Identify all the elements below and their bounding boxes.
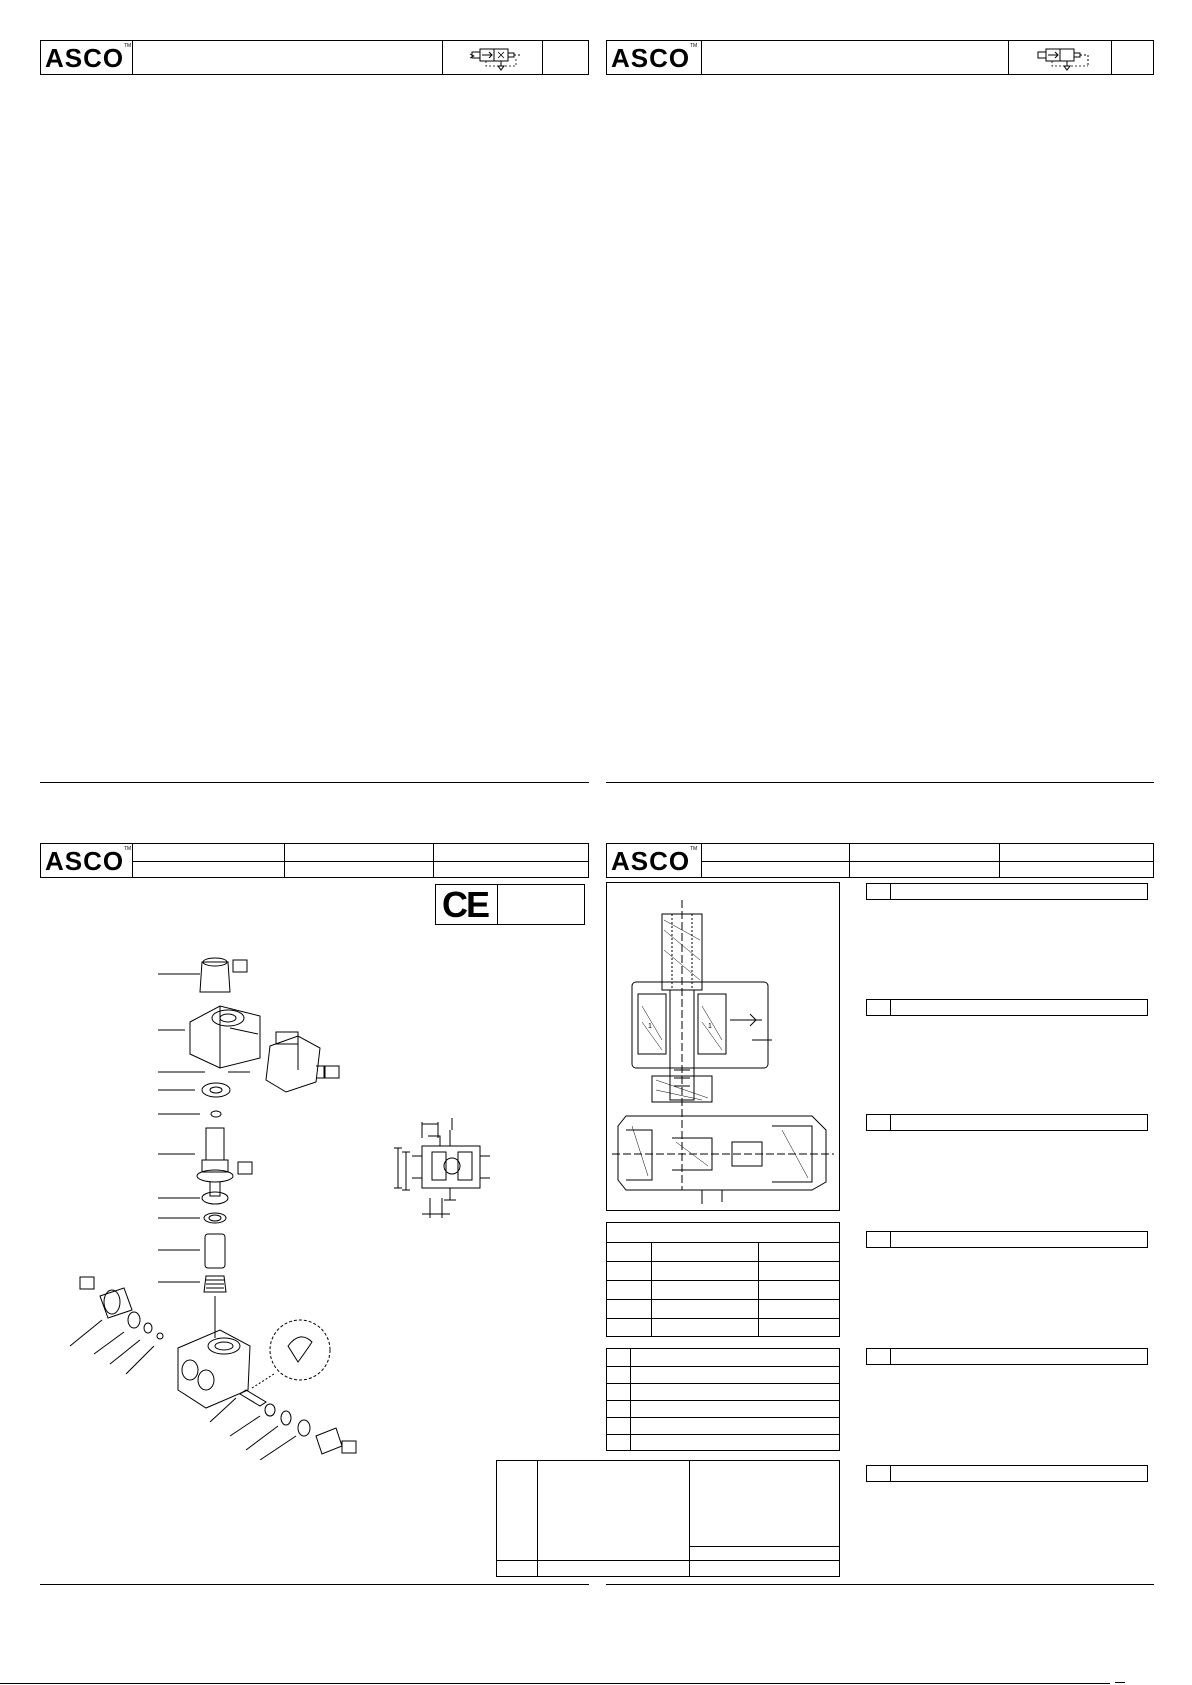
svg-text:ASCO: ASCO — [611, 848, 691, 874]
section-header-3 — [866, 1114, 1148, 1131]
trademark: TM — [690, 43, 698, 49]
section-header-2 — [866, 999, 1148, 1016]
svg-text:1: 1 — [648, 1023, 652, 1030]
footer-divider — [40, 1584, 589, 1585]
footer-divider — [606, 1584, 1154, 1585]
divider — [606, 782, 1154, 783]
valve-symbol-icon — [468, 44, 528, 77]
ce-mark-icon — [440, 886, 494, 927]
svg-text:ASCO: ASCO — [45, 848, 125, 874]
section-header-1 — [866, 883, 1148, 900]
trademark: TM — [124, 43, 132, 49]
svg-text:ASCO: ASCO — [45, 45, 125, 71]
asco-logo — [610, 45, 698, 71]
asco-logo — [44, 848, 132, 874]
trademark: TM — [690, 846, 698, 852]
page-bottom-rule — [0, 1683, 1110, 1684]
section-header-4 — [866, 1231, 1148, 1248]
exploded-valve-drawing — [60, 950, 380, 1465]
section-header-6 — [866, 1465, 1148, 1482]
svg-text:CE: CE — [442, 886, 489, 922]
page-bottom-mark — [1115, 1682, 1125, 1683]
valve-symbol-icon — [1034, 44, 1094, 77]
trademark: TM — [124, 846, 132, 852]
asco-logo — [610, 848, 698, 874]
svg-text:ASCO: ASCO — [611, 45, 691, 71]
asco-logo — [44, 45, 132, 71]
valve-dimension-drawing — [392, 1108, 512, 1233]
divider — [40, 782, 589, 783]
svg-text:1: 1 — [708, 1023, 712, 1030]
section-header-5 — [866, 1348, 1148, 1365]
valve-cross-section-drawing — [612, 890, 834, 1209]
